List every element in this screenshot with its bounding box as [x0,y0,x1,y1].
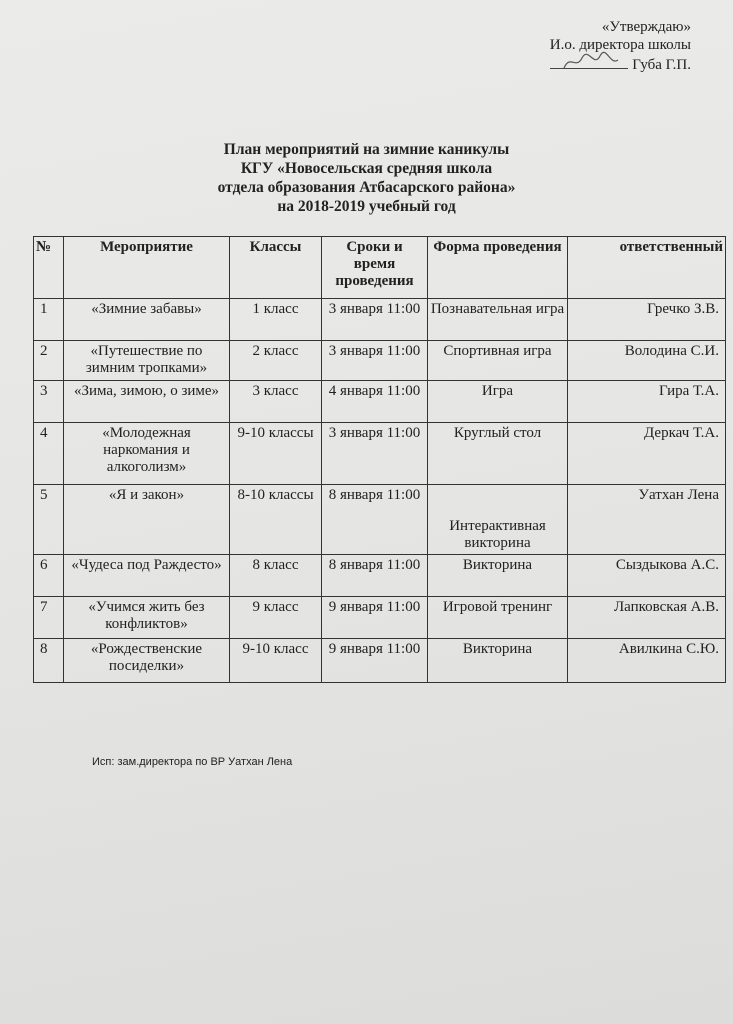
row-number: 5 [34,485,64,555]
table-row [34,639,726,683]
events-table [33,236,726,683]
row-form: Познавательная игра [428,299,568,341]
row-grades: 8 класс [230,555,322,597]
row-responsible: Сыздыкова А.С. [568,555,726,597]
header-form: Форма проведения [428,237,568,299]
approval-position: И.о. директора школы [549,37,691,53]
row-date: 9 января 11:00 [322,639,428,683]
row-responsible: Авилкина С.Ю. [568,639,726,683]
signature-icon [560,50,620,74]
row-event: «Путешествие по зимним тропками» [64,341,230,381]
row-number: 3 [34,381,64,423]
row-date: 3 января 11:00 [322,423,428,485]
row-grades: 3 класс [230,381,322,423]
approval-signature-line [550,54,691,74]
row-number: 7 [34,597,64,639]
table-row [34,381,726,423]
row-form: Игра [428,381,568,423]
row-event: «Зимние забавы» [64,299,230,341]
row-form: Викторина [428,639,568,683]
row-number: 2 [34,341,64,381]
row-responsible: Гира Т.А. [568,381,726,423]
title-line-2: КГУ «Новосельская средняя школа [240,160,493,177]
row-form: Викторина [428,555,568,597]
table-row [34,485,726,555]
row-number: 1 [34,299,64,341]
row-responsible: Лапковская А.В. [568,597,726,639]
row-number: 4 [34,423,64,485]
title-line-4: на 2018-2019 учебный год [277,198,456,215]
executor-note: Исп: зам.директора по ВР Уатхан Лена [92,756,293,768]
row-form: Игровой тренинг [428,597,568,639]
title-line-3: отдела образования Атбасарского района» [217,179,516,196]
header-grades: Классы [230,237,322,299]
approval-block [550,18,691,74]
row-date: 8 января 11:00 [322,485,428,555]
table-row [34,555,726,597]
header-event: Мероприятие [64,237,230,299]
row-date: 4 января 11:00 [322,381,428,423]
row-responsible: Гречко З.В. [568,299,726,341]
row-event: «Я и закон» [64,485,230,555]
row-event: «Учимся жить без конфликтов» [64,597,230,639]
row-responsible: Володина С.И. [568,341,726,381]
approval-name: Губа Г.П. [632,57,691,73]
row-grades: 8-10 классы [230,485,322,555]
row-grades: 9-10 класс [230,639,322,683]
row-date: 8 января 11:00 [322,555,428,597]
row-responsible: Деркач Т.А. [568,423,726,485]
row-number: 8 [34,639,64,683]
table-row [34,423,726,485]
table-row [34,597,726,639]
header-number: № [34,237,64,299]
row-grades: 2 класс [230,341,322,381]
row-grades: 1 класс [230,299,322,341]
document-title [0,140,733,216]
header-responsible: ответственный [568,237,726,299]
row-form: Спортивная игра [428,341,568,381]
row-number: 6 [34,555,64,597]
approval-heading: «Утверждаю» [601,19,691,35]
row-form: Интерактивная викторина [428,485,568,555]
row-date: 3 января 11:00 [322,341,428,381]
row-event: «Молодежная наркомания и алкоголизм» [64,423,230,485]
row-form: Круглый стол [428,423,568,485]
row-event: «Чудеса под Раждесто» [64,555,230,597]
row-event: «Рождественские посиделки» [64,639,230,683]
row-grades: 9-10 классы [230,423,322,485]
title-line-1: План мероприятий на зимние каникулы [223,141,510,158]
row-responsible: Уатхан Лена [568,485,726,555]
table-header-row [34,237,726,299]
row-event: «Зима, зимою, о зиме» [64,381,230,423]
header-date: Сроки и время проведения [322,237,428,299]
row-date: 3 января 11:00 [322,299,428,341]
row-date: 9 января 11:00 [322,597,428,639]
table-row [34,341,726,381]
table-row [34,299,726,341]
row-grades: 9 класс [230,597,322,639]
